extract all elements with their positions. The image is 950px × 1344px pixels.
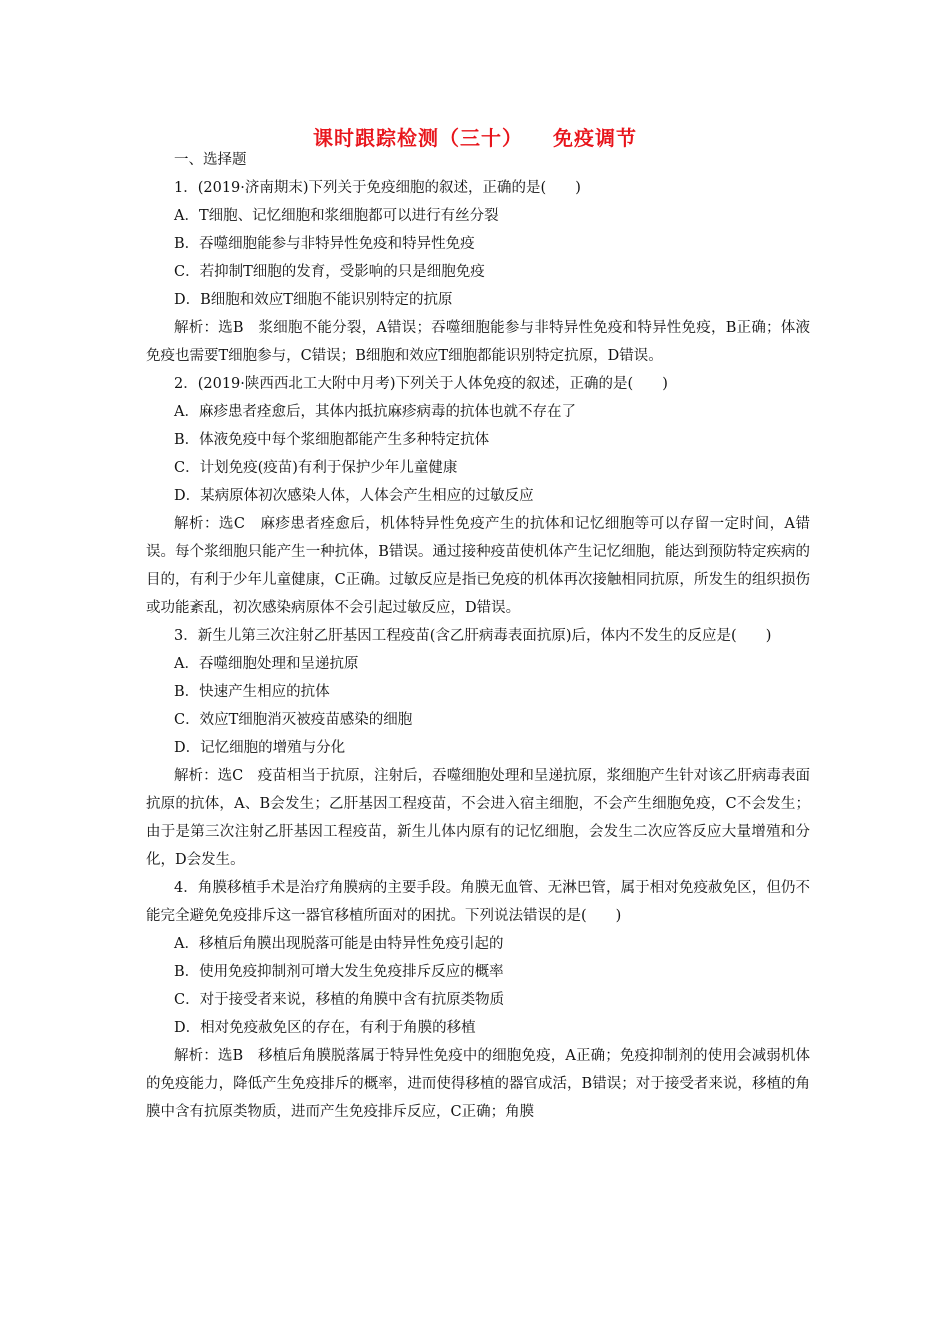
option-d: D．记忆细胞的增殖与分化 <box>174 740 346 756</box>
question-stem: 2．(2019·陕西西北工大附中月考)下列关于人体免疫的叙述，正确的是( ) <box>174 376 668 392</box>
option-a: A．移植后角膜出现脱落可能是由特异性免疫引起的 <box>174 936 504 952</box>
question-3 <box>146 622 810 874</box>
option-b: B．使用免疫抑制剂可增大发生免疫排斥反应的概率 <box>174 964 504 980</box>
analysis: 解析：选C 麻疹患者痊愈后，机体特异性免疫产生的抗体和记忆细胞等可以存留一定时间，A错误。每个浆细胞只能产生一种抗体，B错误。通过接种疫苗使机体产生记忆细胞，能达到预防特定疾病的目的，有利于少年儿童健康，C正确。过敏反应是指已免疫的机体再次接触相同抗原，所发生的组织损伤或功能紊乱，初次感染病原体不会引起过敏反应，D错误。 <box>146 516 810 616</box>
question-4 <box>146 874 810 1126</box>
option-c: C．若抑制T细胞的发育，受影响的只是细胞免疫 <box>174 264 485 280</box>
analysis: 解析：选C 疫苗相当于抗原，注射后，吞噬细胞处理和呈递抗原，浆细胞产生针对该乙肝病毒表面抗原的抗体，A、B会发生；乙肝基因工程疫苗，不会进入宿主细胞，不会产生细胞免疫，C不会发生；由于是第三次注射乙肝基因工程疫苗，新生儿体内原有的记忆细胞，会发生二次应答反应大量增殖和分化，D会发生。 <box>146 768 810 868</box>
option-c: C．对于接受者来说，移植的角膜中含有抗原类物质 <box>174 992 505 1008</box>
question-1 <box>146 174 810 370</box>
option-a: A．吞噬细胞处理和呈递抗原 <box>174 656 359 672</box>
option-b: B．体液免疫中每个浆细胞都能产生多种特定抗体 <box>174 432 490 448</box>
option-a: A．麻疹患者痊愈后，其体内抵抗麻疹病毒的抗体也就不存在了 <box>174 404 576 420</box>
question-stem: 4．角膜移植手术是治疗角膜病的主要手段。角膜无血管、无淋巴管，属于相对免疫赦免区，但仍不能完全避免免疫排斥这一器官移植所面对的困扰。下列说法错误的是( ) <box>146 880 810 924</box>
question-2 <box>146 370 810 622</box>
analysis: 解析：选B 移植后角膜脱落属于特异性免疫中的细胞免疫，A正确；免疫抑制剂的使用会减弱机体的免疫能力，降低产生免疫排斥的概率，进而使得移植的器官成活，B错误；对于接受者来说，移植的角膜中含有抗原类物质，进而产生免疫排斥反应，C正确；角膜 <box>146 1048 810 1120</box>
title-main: 课时跟踪检测（三十） <box>313 126 523 150</box>
option-d: D．B细胞和效应T细胞不能识别特定的抗原 <box>174 292 453 308</box>
option-c: C．效应T细胞消灭被疫苗感染的细胞 <box>174 712 413 728</box>
option-b: B．吞噬细胞能参与非特异性免疫和特异性免疫 <box>174 236 475 252</box>
question-stem: 3．新生儿第三次注射乙肝基因工程疫苗(含乙肝病毒表面抗原)后，体内不发生的反应是( ) <box>174 628 772 644</box>
question-stem: 1．(2019·济南期末)下列关于免疫细胞的叙述，正确的是( ) <box>174 180 581 196</box>
analysis: 解析：选B 浆细胞不能分裂，A错误；吞噬细胞能参与非特异性免疫和特异性免疫，B正确；体液免疫也需要T细胞参与，C错误；B细胞和效应T细胞都能识别特定抗原，D错误。 <box>146 320 810 364</box>
title-sub: 免疫调节 <box>553 126 637 150</box>
option-a: A．T细胞、记忆细胞和浆细胞都可以进行有丝分裂 <box>174 208 499 224</box>
option-d: D．某病原体初次感染人体，人体会产生相应的过敏反应 <box>174 488 534 504</box>
option-b: B．快速产生相应的抗体 <box>174 684 330 700</box>
option-c: C．计划免疫(疫苗)有利于保护少年儿童健康 <box>174 460 458 476</box>
option-d: D．相对免疫赦免区的存在，有利于角膜的移植 <box>174 1020 476 1036</box>
document-body <box>146 146 810 1126</box>
section-heading: 一、选择题 <box>174 152 247 168</box>
